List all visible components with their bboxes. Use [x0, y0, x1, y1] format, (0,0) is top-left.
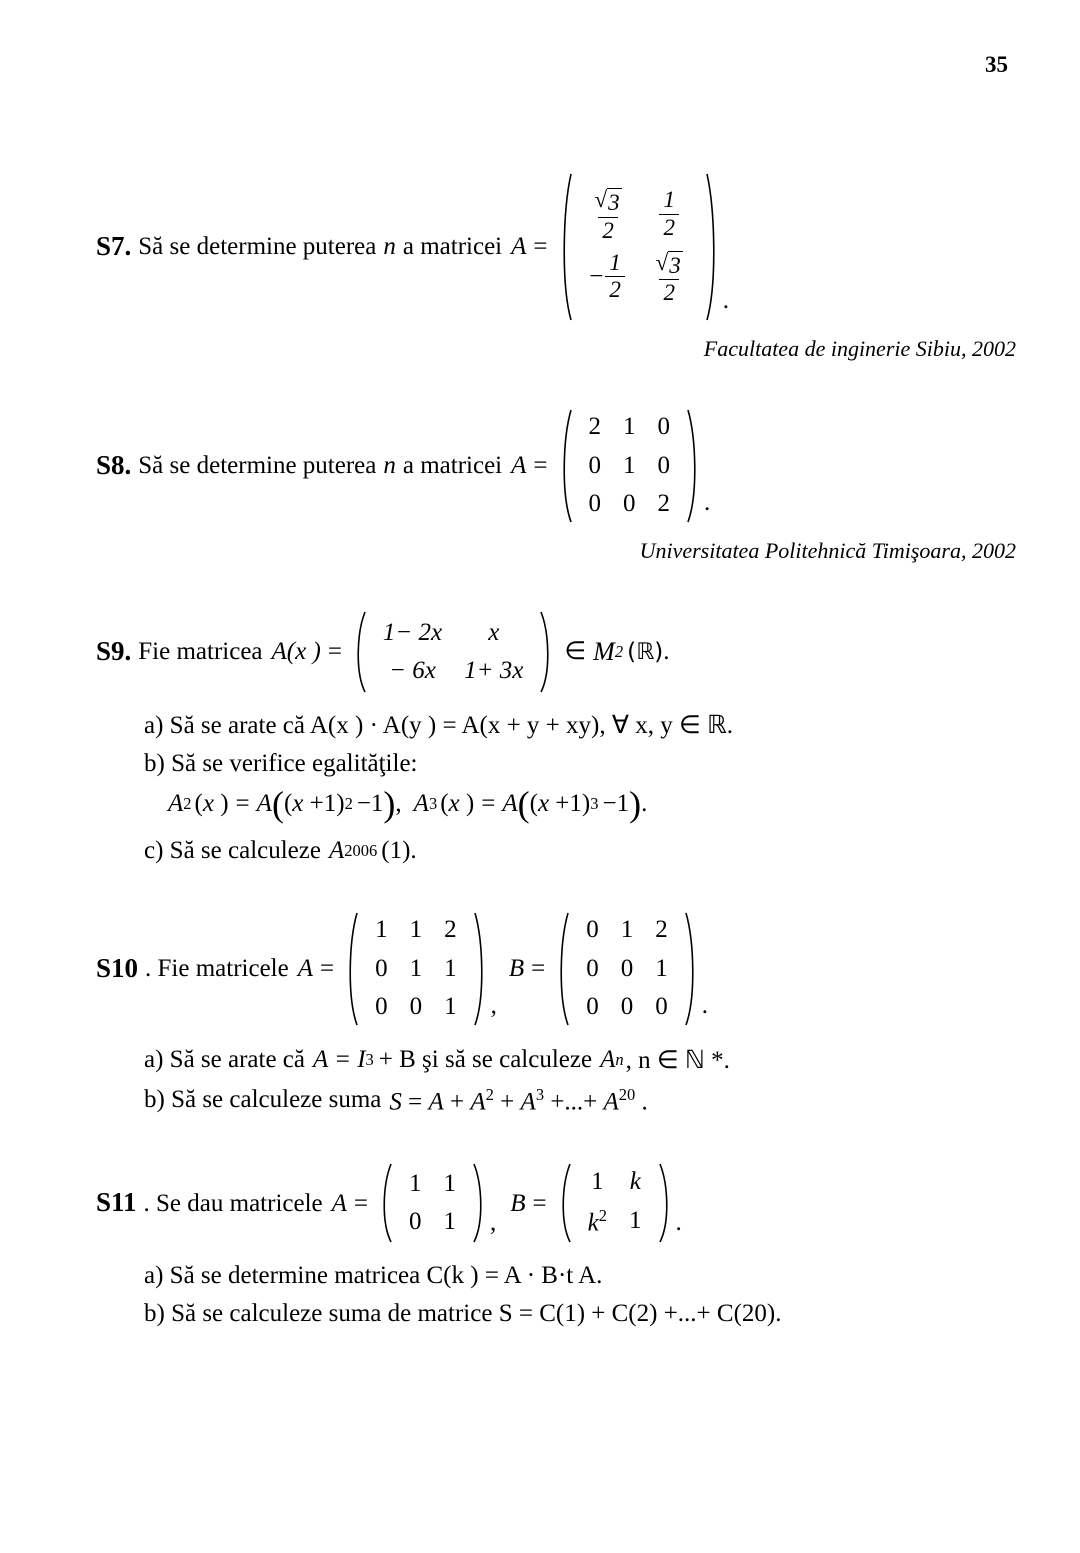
problem-s9-item-b-formula: A 2 (x ) = A ( (x +1) 2 −1 ) , A 3 (x ) = A ( (x +1) 3 −1 ) .: [168, 784, 648, 824]
left-paren: [555, 911, 569, 1027]
problem-s10-matrix-name-b: B: [508, 955, 525, 983]
problem-s10-item-b-prefix: b) Să se calculeze suma: [144, 1086, 382, 1114]
problem-s9-item-c-arg: (1).: [381, 836, 417, 864]
problem-s9-item-c-exp: 2006: [344, 840, 378, 860]
left-paren: [352, 610, 366, 694]
matrix-cell: k: [629, 1168, 641, 1196]
problem-s11-matrix-a: [378, 1162, 487, 1244]
left-paren: [558, 408, 572, 524]
problem-s9-label: S9.: [96, 636, 132, 667]
problem-s9: [96, 610, 1020, 694]
problem-s8-matrix: [558, 408, 702, 524]
matrix-cell: 0: [375, 993, 388, 1021]
problem-s7-matrix: [558, 172, 720, 322]
matrix-cell: 0: [620, 954, 634, 982]
problem-s11-equals-b: =: [532, 1189, 547, 1217]
problem-s10-item-a-sub: 3: [365, 1049, 374, 1069]
matrix-cell: 0: [586, 954, 599, 982]
problem-s7-equals: =: [533, 233, 548, 261]
matrix-cell: √ 3 2: [594, 187, 620, 243]
right-paren: [706, 172, 720, 322]
matrix-cell: 0: [588, 490, 602, 518]
matrix-cell: 1: [409, 1169, 422, 1197]
problem-s10-matrix-name-a: A: [297, 955, 314, 983]
matrix-cell: 1+ 3x: [464, 657, 524, 684]
right-paren: [474, 911, 488, 1027]
problem-s9-item-b: [144, 750, 1020, 778]
problem-s10: [96, 911, 1020, 1027]
matrix-cell: x: [488, 618, 500, 646]
problem-s10-matrix-b: [555, 911, 699, 1027]
matrix-cell: 2: [657, 490, 671, 518]
problem-s7-period: .: [722, 286, 730, 314]
page-number: 35: [985, 52, 1008, 77]
problem-s7-matrix-name: A: [511, 233, 527, 261]
problem-s10-item-a-expr1: A = I: [313, 1045, 366, 1073]
matrix-cell: 1: [591, 1168, 604, 1196]
right-paren: [659, 1162, 673, 1244]
problem-s10-label: S10: [96, 952, 139, 983]
matrix-cell: 2: [655, 916, 668, 944]
problem-s8-period: .: [704, 488, 711, 516]
matrix-cell: 0: [409, 993, 423, 1021]
matrix-cell: 1: [443, 1208, 457, 1236]
problem-s10-item-a: [144, 1045, 1020, 1075]
problem-s7: [96, 172, 1020, 322]
problem-s11-equals-a: =: [353, 1189, 369, 1217]
problem-s8-text-after: a matricei: [402, 452, 503, 480]
problem-s9-text-before: Fie matricea: [138, 638, 263, 666]
problem-s9-item-c-base: A: [328, 836, 345, 864]
problem-s9-matrix-name: A(x ): [271, 638, 321, 666]
problem-s9-space-symbol: M: [593, 636, 615, 666]
problem-s9-item-b-text: b) Să se verifice egalităţile:: [144, 750, 418, 777]
matrix-cell: 2: [444, 916, 457, 944]
problem-s8-matrix-name: A: [511, 452, 527, 480]
problem-s11-item-a: [144, 1262, 1020, 1290]
matrix-cell: 1: [375, 916, 388, 944]
matrix-cell: − $\frac{1}{2}$: [578, 247, 639, 310]
matrix-cell: 1− 2x: [382, 618, 443, 646]
matrix-cell: $k^2$: [587, 1205, 608, 1237]
problem-s8-attribution: Universitatea Politehnică Timişoara, 2002: [639, 538, 1016, 563]
left-paren: [378, 1162, 392, 1244]
matrix-cell: 0: [655, 993, 668, 1021]
matrix-cell: − 6x: [389, 657, 436, 684]
problem-s9-item-c-prefix: c) Să se calculeze: [144, 836, 321, 864]
problem-s11: [96, 1162, 1020, 1244]
left-paren: [557, 1162, 571, 1244]
matrix-cell: 1: [409, 954, 423, 982]
problem-s11-label: S11: [96, 1187, 137, 1218]
problem-s9-matrix: [352, 610, 554, 694]
right-paren: [473, 1162, 487, 1244]
problem-s11-matrix-b: [557, 1162, 673, 1244]
problem-s10-comma: ,: [490, 991, 497, 1019]
matrix-cell: 0: [409, 1208, 422, 1236]
problem-s9-item-a-text: a) Să se arate că A(x ) · A(y ) = A(x + y + xy), ∀ x, y ∈ ℝ.: [144, 712, 734, 739]
problem-s7-text-after: a matricei: [402, 233, 503, 261]
problem-s8: [96, 408, 1020, 524]
problem-s8-equals: =: [533, 452, 548, 480]
problem-s10-item-a-exp: n: [615, 1049, 624, 1069]
problem-s11-matrix-name-b: B: [510, 1189, 526, 1217]
matrix-cell: 0: [586, 993, 599, 1021]
matrix-cell: 0: [623, 490, 636, 518]
page-content: [96, 120, 1020, 1328]
problem-s10-item-a-expr2: + B şi să se calculeze: [378, 1045, 593, 1073]
problem-s7-attribution: Facultatea de inginerie Sibiu, 2002: [703, 336, 1016, 361]
matrix-cell: 2: [588, 413, 602, 441]
problem-s11-text-before: . Se dau matricele: [143, 1189, 323, 1217]
problem-s11-item-b-text: b) Să se calculeze suma de matrice S = C(1) + C(2) +...+ C(20).: [144, 1300, 782, 1328]
problem-s10-equals-b: =: [531, 955, 546, 983]
matrix-cell: 1: [444, 993, 457, 1021]
problem-s11-matrix-name-a: A: [331, 1189, 347, 1217]
matrix-cell: 1: [444, 954, 457, 982]
problem-s10-item-a-prefix: a) Să se arate că: [144, 1045, 305, 1073]
problem-s10-matrix-a: [344, 911, 488, 1027]
matrix-cell: 0: [657, 451, 671, 479]
problem-s9-space-arg: (ℝ): [627, 638, 664, 665]
matrix-cell: 1: [623, 413, 636, 441]
problem-s8-var-n: n: [383, 452, 396, 480]
matrix-cell: 0: [588, 451, 602, 479]
left-paren: [558, 172, 572, 322]
problem-s9-item-a: [144, 710, 1020, 740]
problem-s11-period: .: [675, 1208, 682, 1236]
matrix-cell: 0: [586, 916, 599, 944]
problem-s7-text-before: Să se determine puterea: [138, 233, 377, 261]
problem-s7-var-n: n: [383, 233, 396, 261]
problem-s10-equals-a: =: [320, 955, 335, 983]
problem-s10-period: .: [701, 991, 709, 1019]
problem-s8-label: S8.: [96, 450, 132, 481]
right-paren: [687, 408, 701, 524]
matrix-cell: 0: [375, 954, 388, 982]
problem-s7-label: S7.: [96, 231, 132, 262]
problem-s10-item-a-tail: , n ∈ ℕ *.: [625, 1046, 730, 1074]
matrix-cell: √ 3 2: [655, 250, 681, 306]
problem-s10-item-b: b) Să se calculeze suma $S = A + A^2 + A^3$ +...+ $A^{20}$ .: [144, 1084, 648, 1116]
problem-s9-item-c: [144, 837, 1020, 865]
left-paren: [344, 911, 358, 1027]
matrix-cell: 1: [409, 916, 423, 944]
matrix-cell: 0: [657, 413, 671, 441]
matrix-cell: 1: [443, 1169, 457, 1197]
problem-s8-text-before: Să se determine puterea: [138, 452, 377, 480]
problem-s10-item-a-base: A: [600, 1045, 616, 1073]
matrix-cell: 0: [620, 993, 634, 1021]
problem-s10-text-before: . Fie matricele: [145, 955, 289, 983]
matrix-cell: 1: [629, 1206, 642, 1234]
problem-s11-item-a-text: a) Să se determine matricea C(k ) = A · B·t A.: [144, 1262, 603, 1290]
matrix-cell: $\frac{1}{2}$: [639, 184, 700, 247]
matrix-cell: 1: [620, 916, 634, 944]
problem-s9-membership: ∈: [564, 638, 587, 666]
right-paren: [685, 911, 699, 1027]
problem-s9-equals: =: [327, 638, 342, 666]
problem-s9-period: .: [663, 638, 670, 666]
right-paren: [540, 610, 554, 694]
matrix-cell: 1: [623, 451, 636, 479]
problem-s9-space-sub: 2: [614, 641, 624, 661]
matrix-cell: 1: [655, 954, 668, 982]
problem-s11-comma: ,: [490, 1208, 497, 1236]
problem-s11-item-b: [144, 1300, 1020, 1328]
